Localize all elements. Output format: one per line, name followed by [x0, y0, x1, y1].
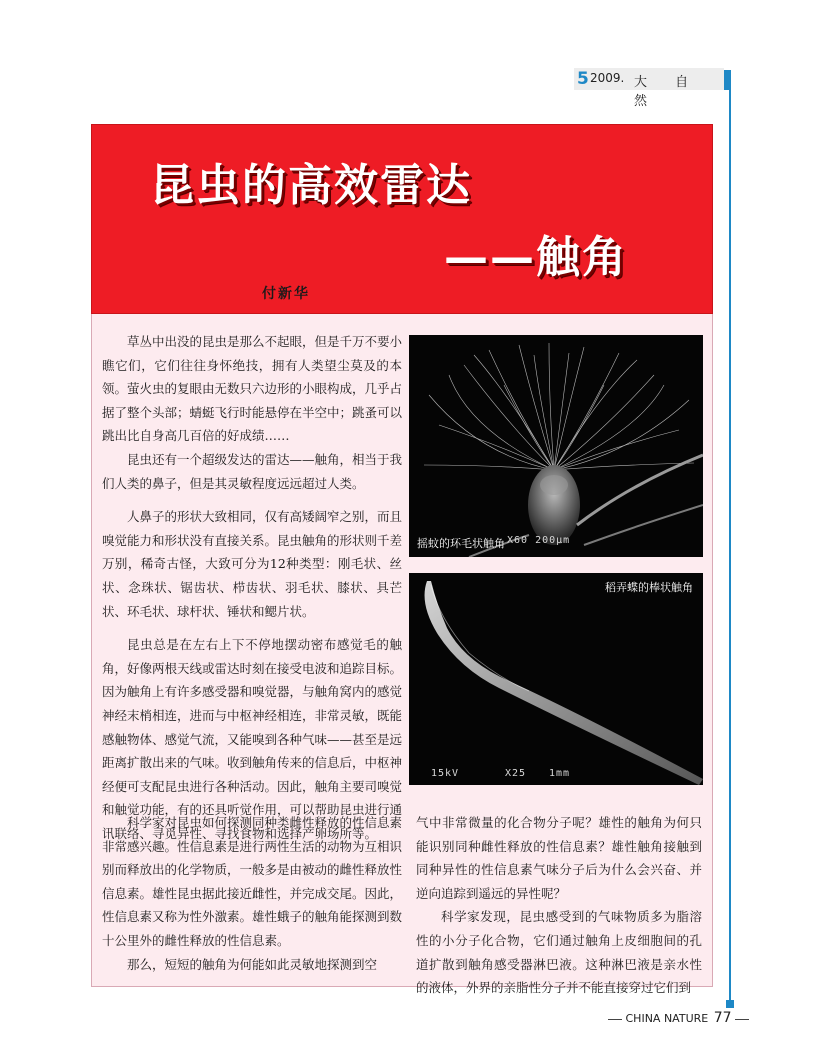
- right-column-bottom: [416, 811, 702, 1000]
- photo1-caption: 摇蚊的环毛状触角: [417, 537, 505, 550]
- paragraph: 气中非常微量的化合物分子呢？雄性的触角为何只能识别同种雌性释放的性信息素？雄性触角接触到同种异性的性信息素气味分子后为什么会兴奋、并逆向追踪到遥远的异性呢？: [416, 815, 702, 901]
- article-title: 昆虫的高效雷达: [150, 160, 472, 211]
- midge-antenna-illustration: [409, 335, 703, 557]
- skipper-antenna-illustration: [409, 573, 703, 785]
- photo2-caption: 稻弄蝶的棒状触角: [605, 581, 693, 594]
- paragraph: 草丛中出没的昆虫是那么不起眼，但是千万不要小瞧它们，它们往往身怀绝技，拥有人类望尘莫及的本领。萤火虫的复眼由无数只六边形的小眼构成，几乎占据了整个头部；蜻蜓飞行时能悬停在半空中；跳蚤可以跳出比自身高几百倍的好成绩……: [102, 334, 403, 444]
- photo2-voltage: 15kV: [431, 768, 460, 779]
- paragraph: 那么，短短的触角为何能如此灵敏地探测到空: [127, 956, 378, 972]
- page-number: 77: [713, 1010, 732, 1026]
- paragraph: 人鼻子的形状大致相同，仅有高矮阔窄之别，而且嗅觉能力和形状没有直接关系。昆虫触角的形状则千差万别，稀奇古怪，大致可分为12种类型：刚毛状、丝状、念珠状、锯齿状、栉齿状、羽毛状、膝状、具芒状、环毛状、球杆状、锤状和鳃片状。: [102, 509, 403, 619]
- left-column-bottom: [92, 811, 402, 976]
- author-name: 付新华: [262, 286, 310, 302]
- issue-number: 5: [577, 69, 589, 89]
- title-banner: [91, 124, 713, 314]
- footer-brand: CHINA NATURE: [625, 1012, 709, 1025]
- running-header: [574, 68, 724, 109]
- footer-rule-right: [735, 1019, 749, 1020]
- paragraph: 昆虫还有一个超级发达的雷达——触角，相当于我们人类的鼻子，但是其灵敏程度远远超过人类。: [102, 451, 403, 491]
- photo1-scale: X60 200μm: [507, 535, 571, 546]
- side-rule-cap: [726, 1000, 734, 1008]
- midge-antenna-photo: [409, 335, 703, 557]
- left-column-top: [92, 330, 402, 845]
- paragraph: 昆虫总是在左右上下不停地摆动密布感觉毛的触角，好像两根天线或雷达时刻在接受电波和追踪目标。因为触角上有许多感受器和嗅觉器，与触角窝内的感觉神经末梢相连，进而与中枢神经相连，非常灵敏，既能感触物体、感觉气流，又能嗅到各种气味——甚至是远距离扩散出来的气味。收到触角传来的信息后，中枢神经便可支配昆虫进行各种活动。因此，触角主要司嗅觉和触觉功能，有的还具听觉作用，可以帮助昆虫进行通讯联络、寻觅异性、寻找食物和选择产卵场所等。: [102, 637, 403, 841]
- header-accent-bar: [724, 70, 731, 90]
- paragraph: 科学家对昆虫如何探测同种类雌性释放的性信息素非常感兴趣。性信息素是进行两性生活的动物为互相识别而释放出的化学物质，一般多是由被动的雌性释放性信息素。雄性昆虫据此接近雌性，并完成交尾。因此，性信息素又称为性外激素。雄性蛾子的触角能探测到数十公里外的雌性释放的性信息素。: [102, 815, 403, 948]
- skipper-antenna-photo: [409, 573, 703, 785]
- article-subtitle: ——触角: [444, 232, 628, 283]
- paragraph: 科学家发现，昆虫感受到的气味物质多为脂溶性的小分子化合物，它们通过触角上皮细胞间的孔道扩散到触角感受器淋巴液。这种淋巴液是亲水性的液体，外界的亲脂性分子并不能直接穿过它们到: [416, 909, 702, 996]
- magazine-name: 大 自 然: [634, 75, 701, 109]
- page-footer: [608, 1010, 749, 1026]
- footer-rule-left: [608, 1019, 622, 1020]
- side-rule: [729, 90, 731, 1008]
- issue-year: 2009.: [590, 71, 625, 85]
- photo2-magnification: X25: [505, 768, 527, 779]
- photo2-scale-length: 1mm: [549, 768, 571, 779]
